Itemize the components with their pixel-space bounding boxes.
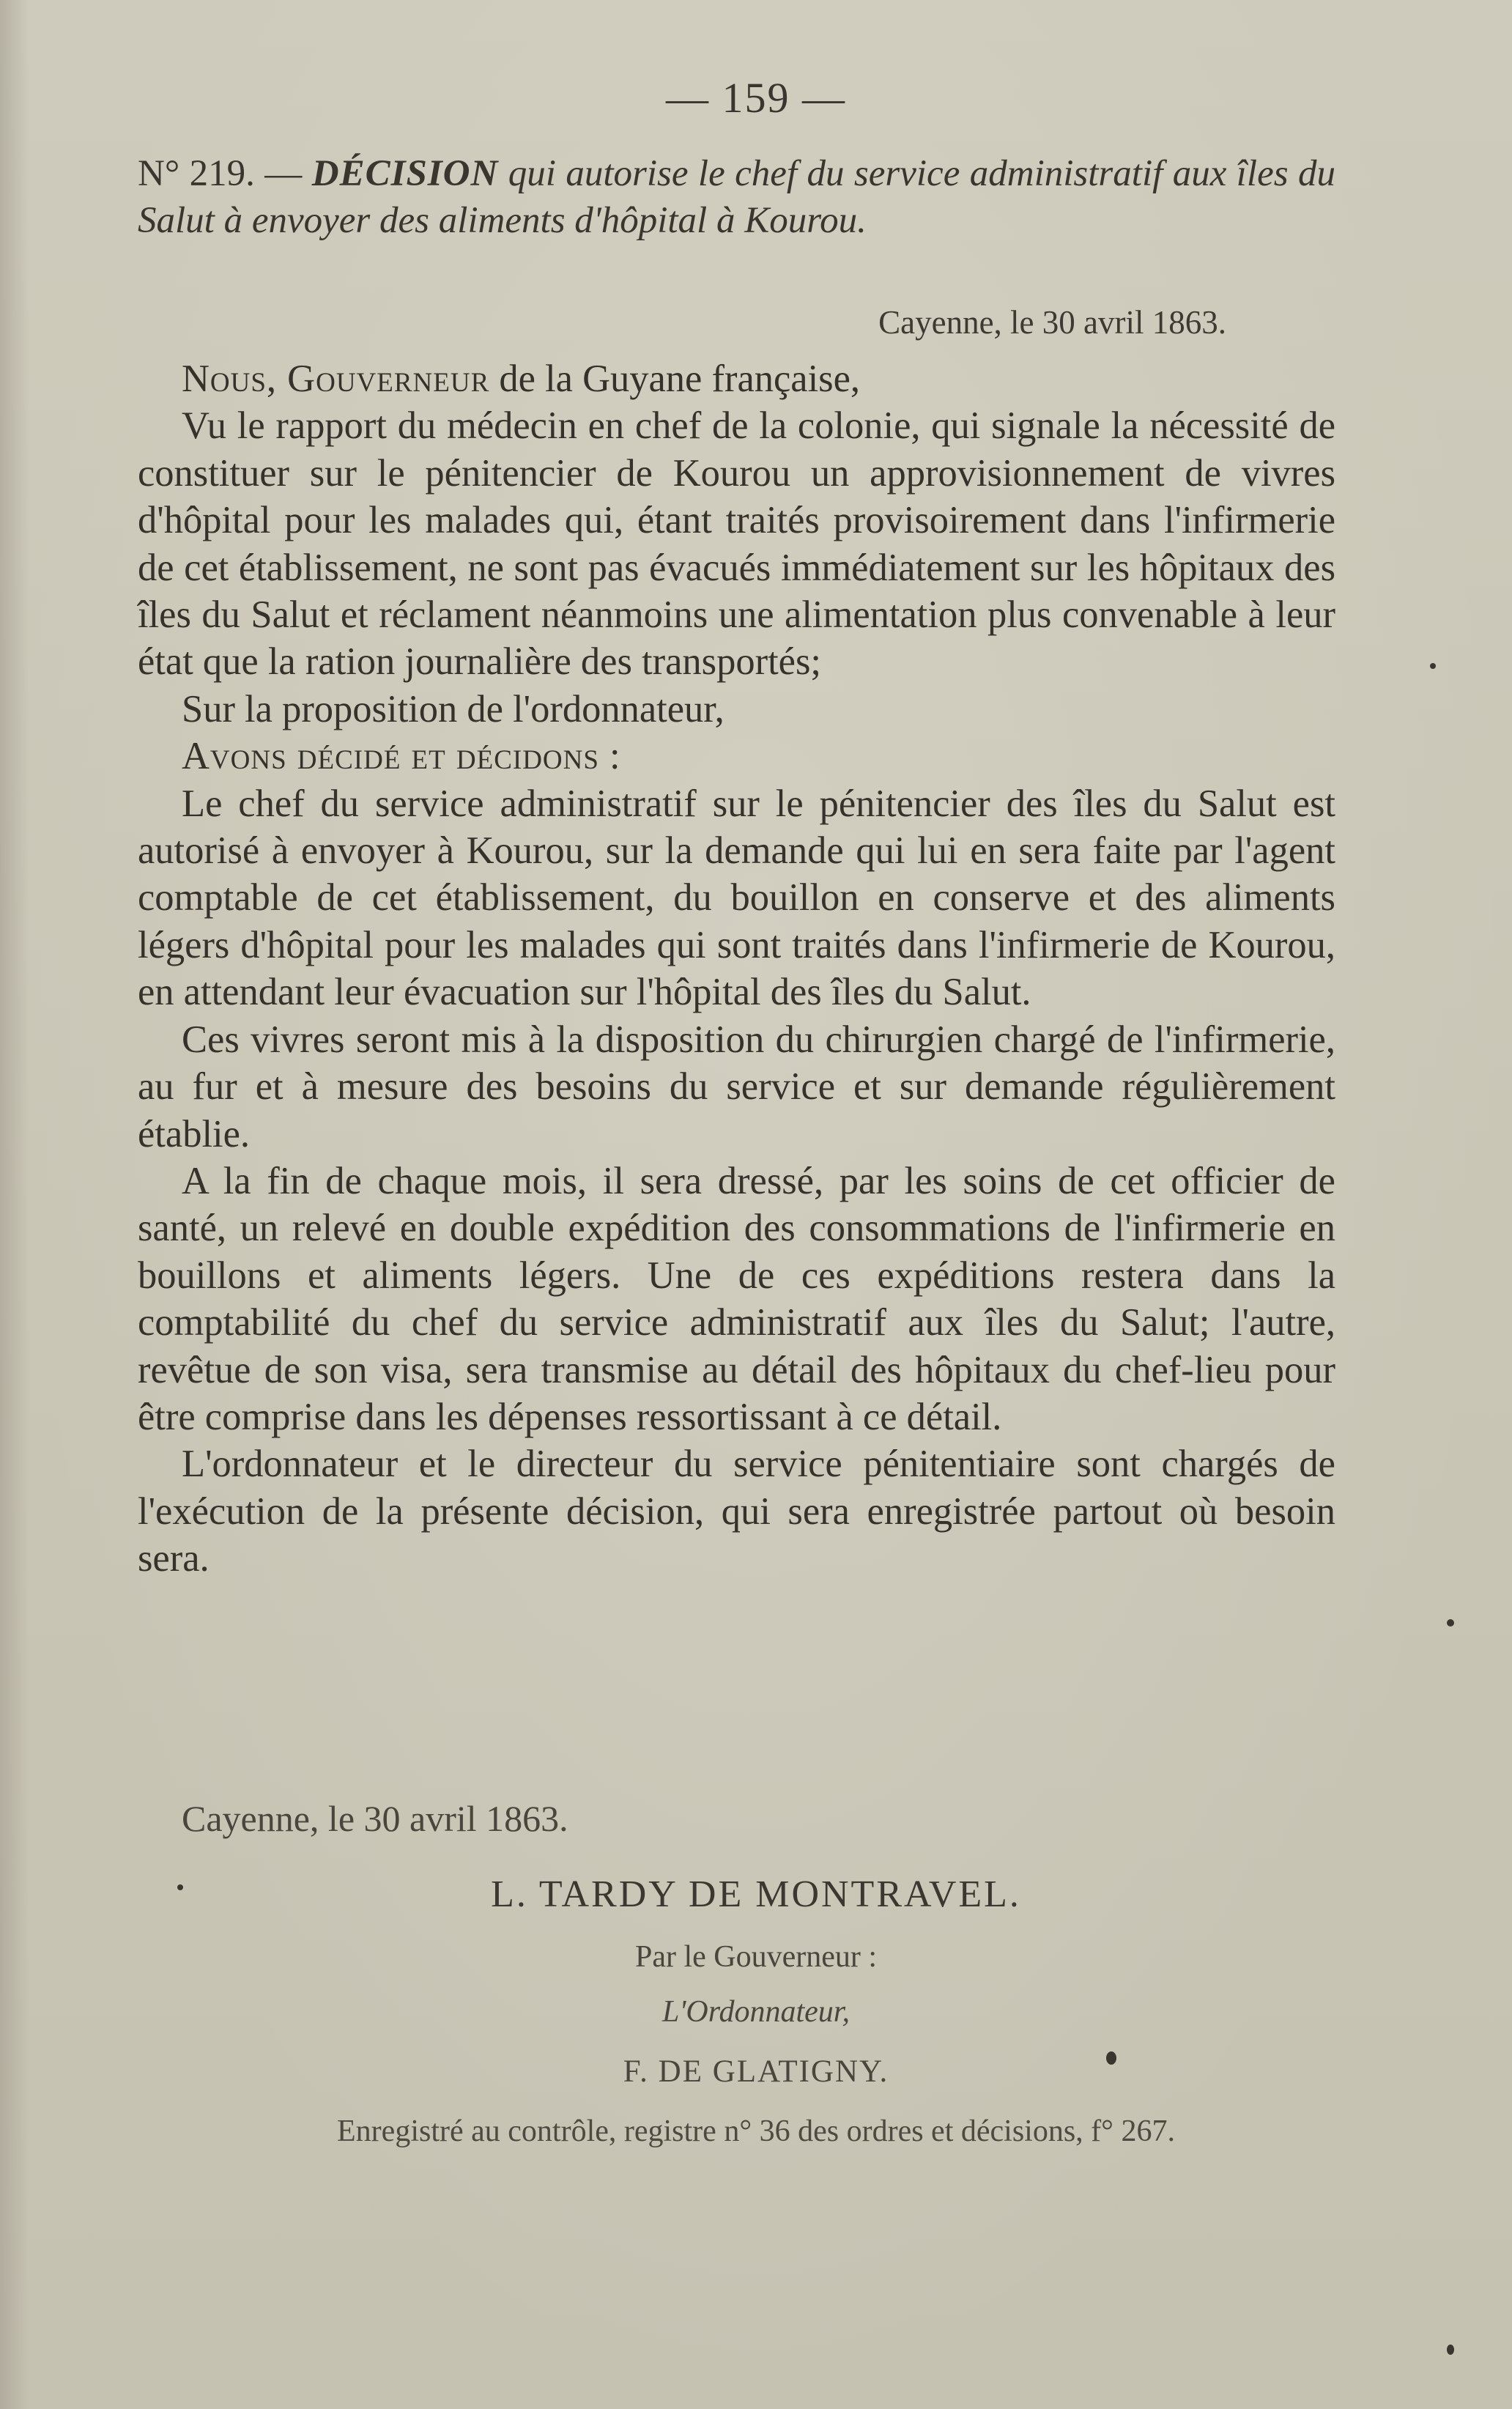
paragraph-article-4: L'ordonnateur et le directeur du service pénitentiaire sont chargés de l'exécution de la présente décision, qui sera enregistrée partout où besoin sera. xyxy=(138,1443,1335,1580)
paragraph-article-3: A la fin de chaque mois, il sera dressé, par les soins de cet officier de santé, un relevé en double expédition des consommations de l'infirmerie en bouillons et aliments légers. Une de ces expéditions restera dans la comptabilité du chef du service administratif aux îles du Salut; l'autre, revêtue de son visa, sera transmise au détail des hôpitaux du chef-lieu pour être comprise dans les dépenses ressortissant à ce détail. xyxy=(138,1159,1335,1438)
decision-heading xyxy=(138,150,1335,244)
page-number: — 159 — xyxy=(666,74,846,122)
ordonnateur-signature: F. DE GLATIGNY. xyxy=(623,2054,889,2089)
place-date: Cayenne, le 30 avril 1863. xyxy=(878,304,1226,341)
ink-speck xyxy=(1447,2345,1454,2355)
paragraph-considering-report: Vu le rapport du médecin en chef de la colonie, qui signale la nécessité de constituer sur le pénitencier de Kourou un approvisionnement de vivres d'hôpital pour les malades qui, étant traités provisoirement dans l'infirmerie de cet établissement, ne sont pas évacués immédiatement sur les hôpitaux des îles du Salut et réclament néanmoins une alimentation plus convenable à leur état que la ration journalière des transportés; xyxy=(138,404,1335,684)
preamble-rest: de la Guyane française, xyxy=(489,358,861,400)
ink-speck xyxy=(1447,1619,1454,1627)
ink-speck xyxy=(1106,2051,1116,2065)
paragraph-proposal: Sur la proposition de l'ordonnateur, xyxy=(182,687,724,730)
decision-title-caps: DÉCISION xyxy=(311,153,499,194)
ink-speck xyxy=(177,1884,183,1890)
paragraph-article-1: Le chef du service administratif sur le pénitencier des îles du Salut est autorisé à envoyer à Kourou, sur la demande qui lui en sera faite par l'agent comptable de cet établissement, du bouillon en conserve et des aliments légers d'hôpital pour les malades qui sont traités dans l'infirmerie de Kourou, en attendant leur évacuation sur l'hôpital des îles du Salut. xyxy=(138,782,1335,1014)
ordonnateur-title: L'Ordonnateur, xyxy=(662,1995,850,2029)
decision-number: N° 219. — xyxy=(138,153,312,194)
decision-title: qui autorise le chef du service administratif aux îles du Salut à envoyer des aliments d'hôpital à Kourou. xyxy=(138,153,1335,241)
governor-signature: L. TARDY DE MONTRAVEL. xyxy=(491,1873,1021,1915)
governor-caps: Nous, Gouverneur xyxy=(182,358,490,400)
page-edge-shadow xyxy=(0,0,29,2409)
ink-speck xyxy=(1430,663,1436,669)
paragraph-decided xyxy=(138,733,1335,780)
paragraph-preamble xyxy=(138,355,1335,402)
closing-date: Cayenne, le 30 avril 1863. xyxy=(182,1798,568,1839)
by-governor-line: Par le Gouverneur : xyxy=(634,1940,878,1974)
decision-body xyxy=(138,355,1335,1583)
decided-caps: Avons décidé et décidons : xyxy=(182,735,621,778)
registration-note: Enregistré au contrôle, registre n° 36 des ordres et décisions, f° 267. xyxy=(337,2114,1175,2148)
paragraph-article-2: Ces vivres seront mis à la disposition du chirurgien chargé de l'infirmerie, au fur et à mesure des besoins du service et sur demande régulièrement établie. xyxy=(138,1018,1335,1155)
